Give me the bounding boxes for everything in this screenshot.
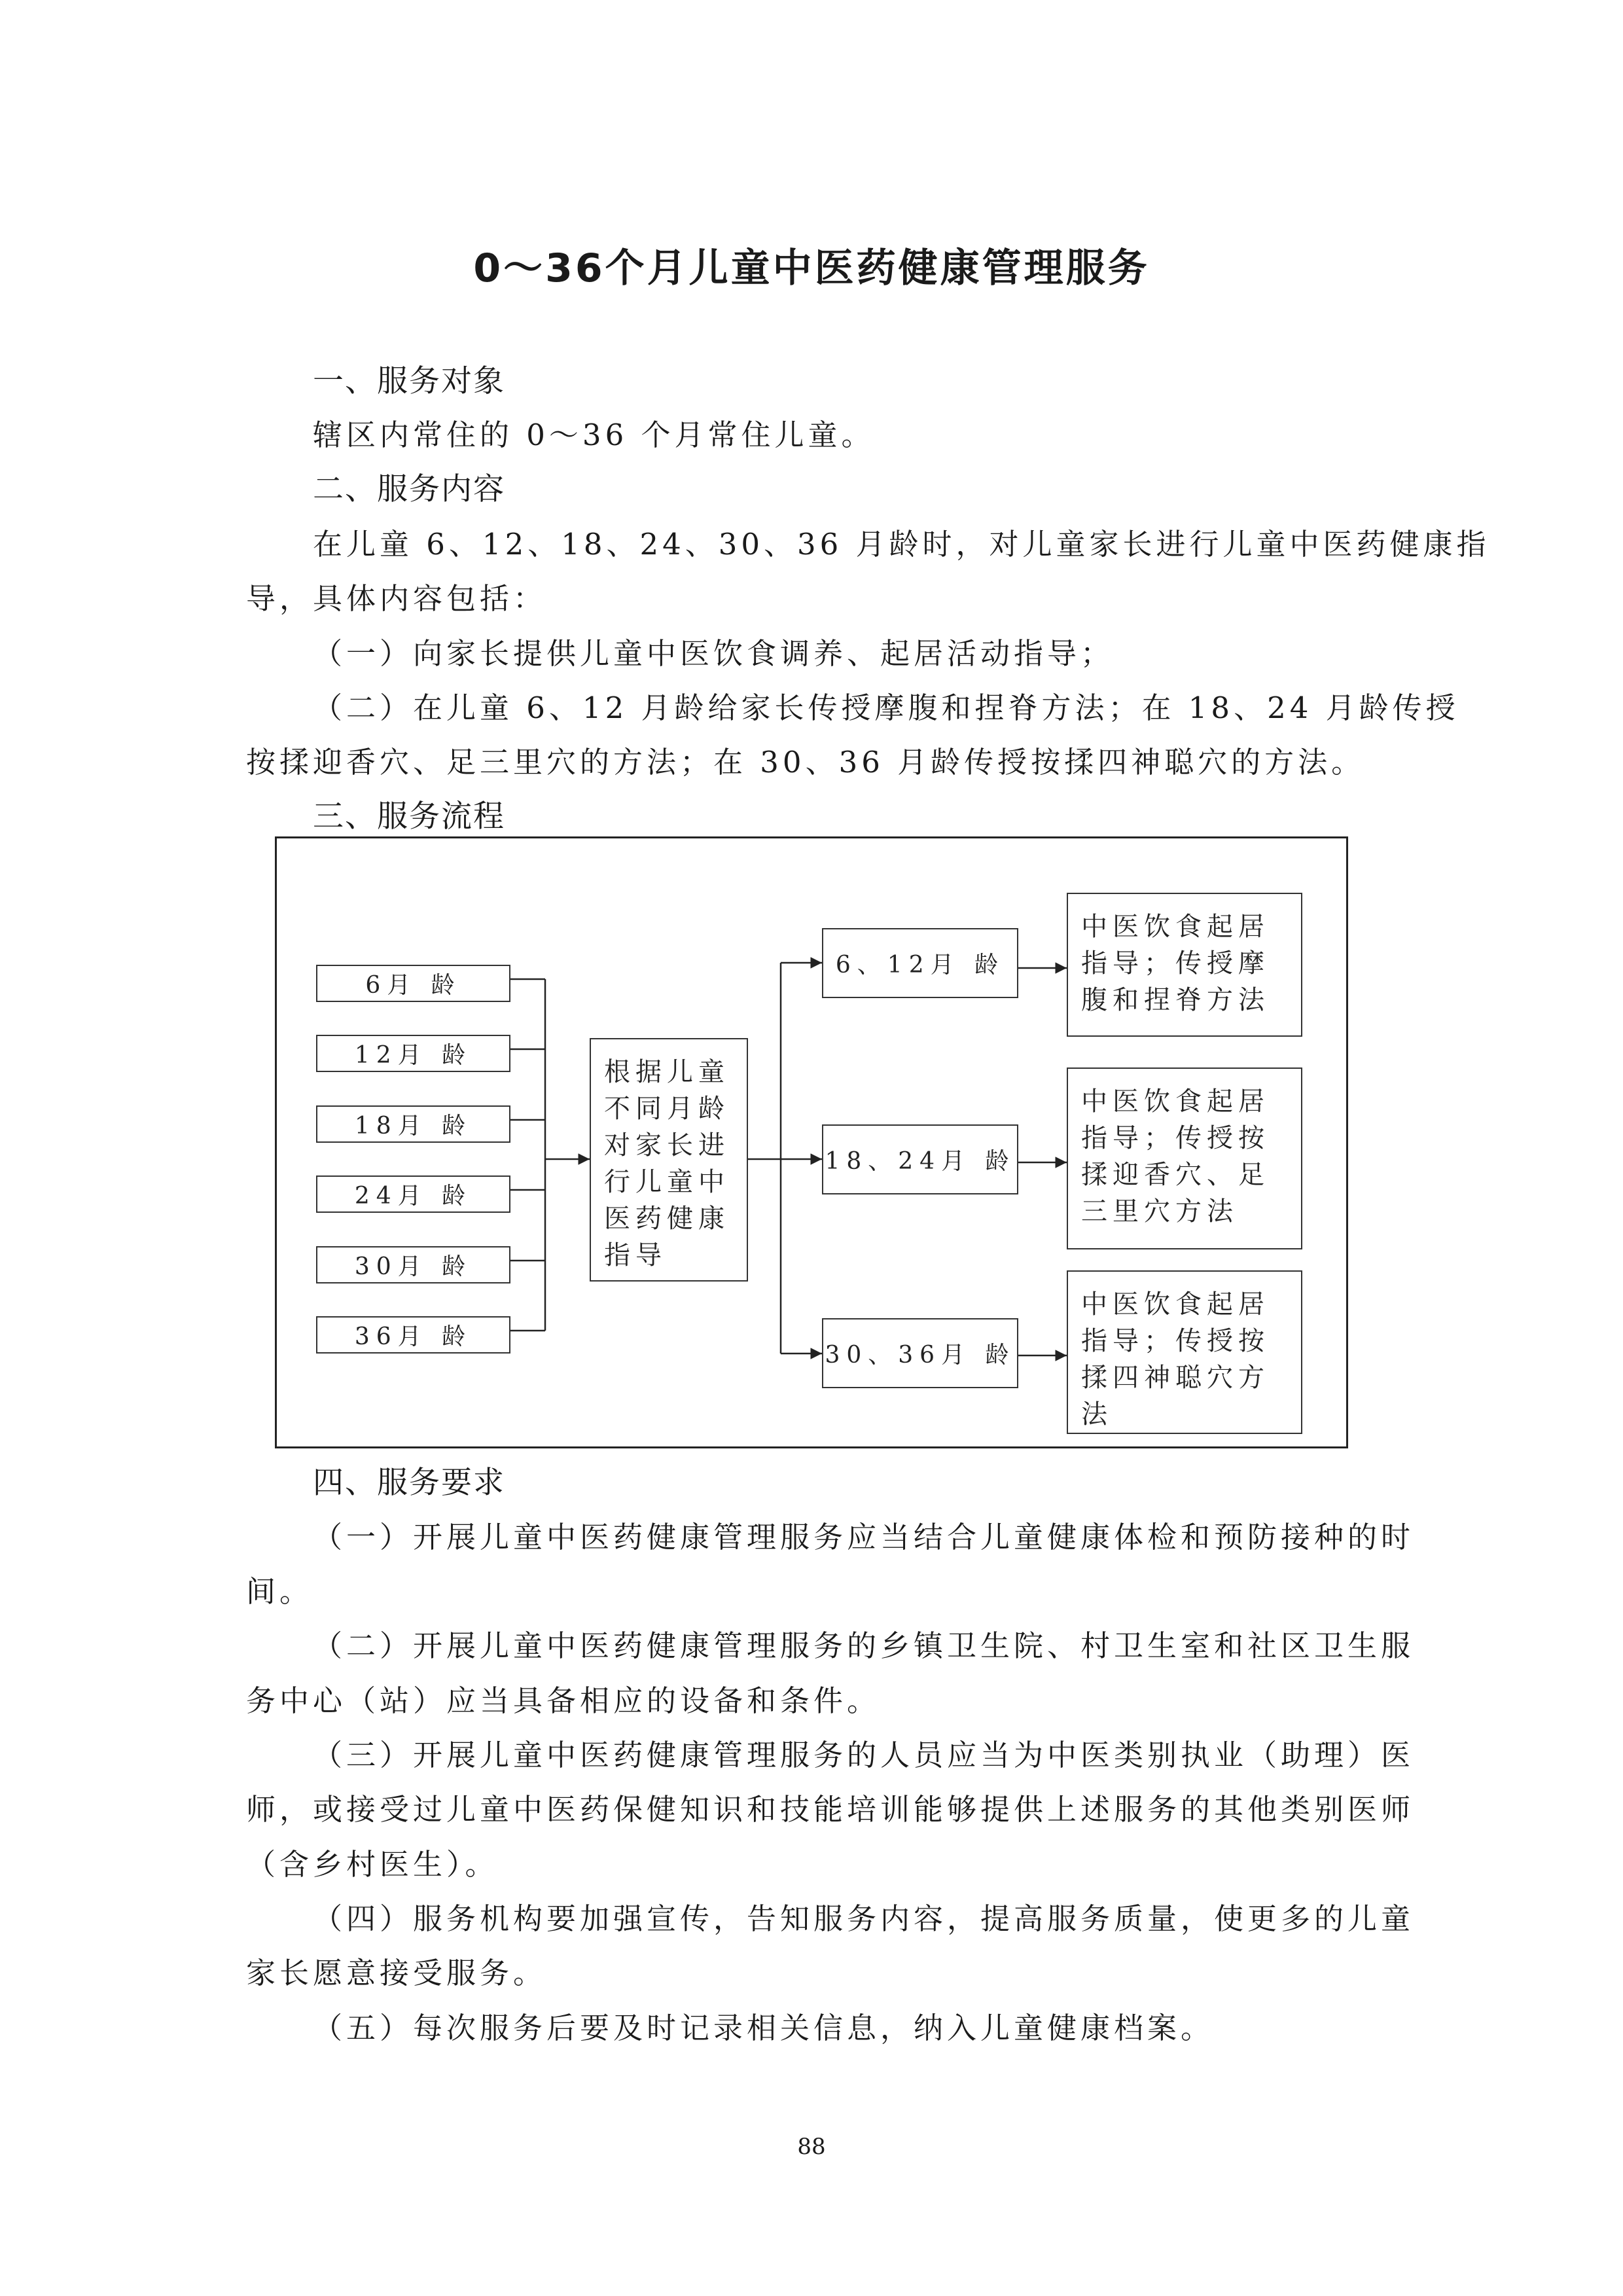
paragraph-line: （四）服务机构要加强宣传，告知服务内容，提高服务质量，使更多的儿童 bbox=[313, 1901, 1415, 1936]
paragraph-line: 师，或接受过儿童中医药保健知识和技能培训能够提供上述服务的其他类别医师 bbox=[246, 1792, 1415, 1827]
page-number: 88 bbox=[797, 2134, 826, 2160]
group-box-30-36: 30、36月 龄 bbox=[822, 1318, 1018, 1388]
paragraph-line: （一）开展儿童中医药健康管理服务应当结合儿童健康体检和预防接种的时 bbox=[313, 1520, 1415, 1554]
document-title: 0～36个月儿童中医药健康管理服务 bbox=[473, 245, 1150, 291]
age-box-18: 18月 龄 bbox=[316, 1105, 510, 1143]
age-box-36: 36月 龄 bbox=[316, 1316, 510, 1354]
guidance-box-18-24: 中医饮食起居 指导；传授按 揉迎香穴、足 三里穴方法 bbox=[1067, 1067, 1302, 1249]
section-heading-service-requirements: 四、服务要求 bbox=[313, 1465, 505, 1501]
paragraph-line: （一）向家长提供儿童中医饮食调养、起居活动指导； bbox=[313, 636, 1115, 671]
age-box-12: 12月 龄 bbox=[316, 1035, 510, 1072]
paragraph-line: 按揉迎香穴、足三里穴的方法；在 30、36 月龄传授按揉四神聪穴的方法。 bbox=[246, 745, 1365, 780]
paragraph-line: （二）在儿童 6、12 月龄给家长传授摩腹和捏脊方法；在 18、24 月龄传授 bbox=[313, 691, 1459, 725]
paragraph-line: 家长愿意接受服务。 bbox=[246, 1956, 547, 1990]
paragraph-line: （含乡村医生）。 bbox=[246, 1847, 499, 1882]
section-heading-service-content: 二、服务内容 bbox=[313, 471, 505, 507]
age-box-6: 6月 龄 bbox=[316, 965, 510, 1002]
paragraph-line: 务中心（站）应当具备相应的设备和条件。 bbox=[246, 1683, 881, 1718]
paragraph-line: 导，具体内容包括： bbox=[246, 581, 547, 616]
guidance-box-30-36: 中医饮食起居 指导；传授按 揉四神聪穴方 法 bbox=[1067, 1270, 1302, 1434]
center-guidance-box: 根据儿童 不同月龄 对家长进 行儿童中 医药健康 指导 bbox=[590, 1038, 748, 1282]
section-heading-service-target: 一、服务对象 bbox=[313, 363, 505, 399]
flowchart-frame bbox=[275, 836, 1348, 1448]
paragraph-line: （五）每次服务后要及时记录相关信息，纳入儿童健康档案。 bbox=[313, 2011, 1215, 2045]
paragraph-line: 间。 bbox=[246, 1574, 313, 1609]
guidance-box-6-12: 中医饮食起居 指导；传授摩 腹和捏脊方法 bbox=[1067, 893, 1302, 1037]
paragraph-line: 辖区内常住的 0～36 个月常住儿童。 bbox=[313, 418, 875, 452]
group-box-6-12: 6、12月 龄 bbox=[822, 928, 1018, 998]
group-box-18-24: 18、24月 龄 bbox=[822, 1124, 1018, 1194]
paragraph-line: （三）开展儿童中医药健康管理服务的人员应当为中医类别执业（助理）医 bbox=[313, 1738, 1415, 1772]
age-box-30: 30月 龄 bbox=[316, 1246, 510, 1283]
section-heading-service-flow: 三、服务流程 bbox=[313, 798, 505, 834]
paragraph-line: （二）开展儿童中医药健康管理服务的乡镇卫生院、村卫生室和社区卫生服 bbox=[313, 1628, 1415, 1663]
age-box-24: 24月 龄 bbox=[316, 1175, 510, 1213]
paragraph-line: 在儿童 6、12、18、24、30、36 月龄时，对儿童家长进行儿童中医药健康指 bbox=[313, 527, 1490, 562]
